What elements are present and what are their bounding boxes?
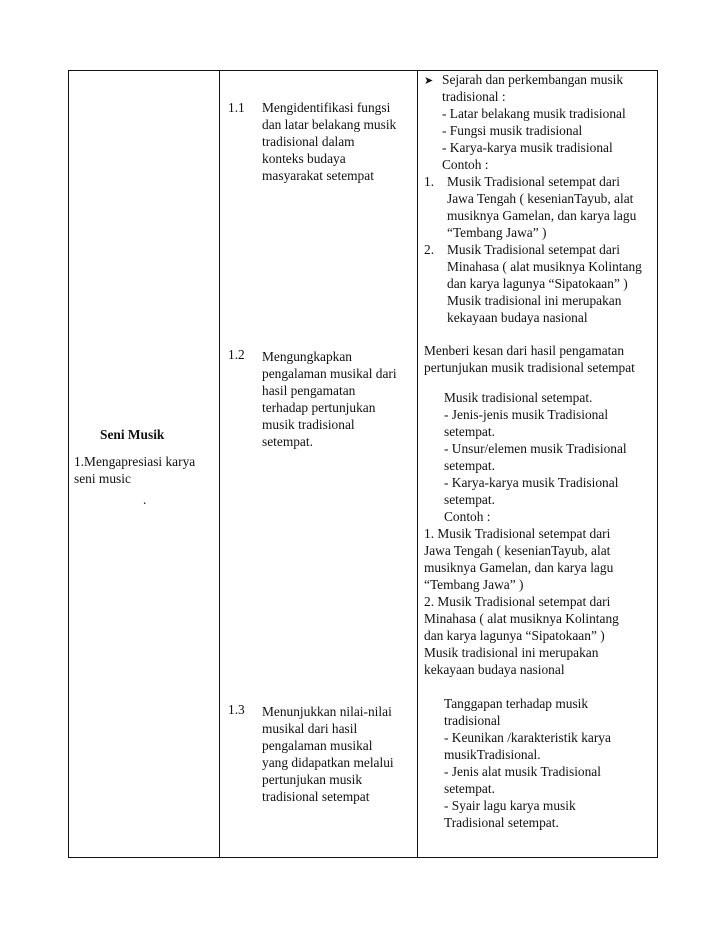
material-line: Tanggapan terhadap musik	[444, 696, 589, 711]
material-line: kekayaan budaya nasional	[447, 310, 588, 325]
material-line: Tradisional setempat.	[444, 815, 559, 830]
material-line: - Syair lagu karya musik	[444, 798, 576, 813]
material-line: setempat.	[444, 424, 495, 439]
indicator-line: terhadap pertunjukan	[262, 400, 376, 415]
indicator-line: tradisional dalam	[262, 134, 355, 149]
material-line: setempat.	[444, 781, 495, 796]
material-line: Musik tradisional ini merupakan	[424, 645, 599, 660]
material-line: Contoh :	[444, 509, 491, 524]
material-line: - Jenis-jenis musik Tradisional	[444, 407, 609, 422]
material-line: kekayaan budaya nasional	[424, 662, 565, 677]
dot-mark: .	[143, 492, 147, 507]
list-number: 2.	[424, 242, 435, 257]
material-intro: pertunjukan musik tradisional setempat	[424, 360, 635, 375]
indicator-line: Mengidentifikasi fungsi	[262, 100, 391, 115]
material-heading: Sejarah dan perkembangan musik	[442, 72, 624, 87]
indicator-line: Mengungkapkan	[262, 349, 352, 364]
material-line: tradisional	[444, 713, 501, 728]
material-line: “Tembang Jawa” )	[447, 225, 547, 240]
material-line: Minahasa ( alat musiknya Kolintang	[447, 259, 642, 274]
material-line: “Tembang Jawa” )	[424, 577, 524, 592]
indicator-line: setempat.	[262, 434, 313, 449]
indicator-number: 1.1	[228, 100, 245, 115]
column-divider	[219, 71, 220, 857]
indicator-number: 1.3	[228, 702, 245, 717]
material-line: - Karya-karya musik Tradisional	[444, 475, 619, 490]
indicator-line: yang didapatkan melalui	[262, 755, 394, 770]
material-line: - Latar belakang musik tradisional	[442, 106, 626, 121]
material-line: musiknya Gamelan, dan karya lagu	[447, 208, 637, 223]
material-line: dan karya lagunya “Sipatokaan” )	[424, 628, 605, 643]
material-line: dan karya lagunya “Sipatokaan” )	[447, 276, 628, 291]
material-intro: Menberi kesan dari hasil pengamatan	[424, 343, 625, 358]
competency-line: 1.Mengapresiasi karya	[74, 454, 196, 469]
material-line: tradisional :	[442, 89, 506, 104]
indicator-line: hasil pengamatan	[262, 383, 356, 398]
material-line: 1. Musik Tradisional setempat dari	[424, 526, 611, 541]
material-line: setempat.	[444, 492, 495, 507]
material-line: Jawa Tengah ( kesenianTayub, alat	[447, 191, 634, 206]
material-line: Musik tradisional setempat.	[444, 390, 593, 405]
subject-title: Seni Musik	[100, 427, 165, 442]
material-line: setempat.	[444, 458, 495, 473]
indicator-line: musik tradisional	[262, 417, 355, 432]
indicator-number: 1.2	[228, 347, 245, 362]
material-line: 2. Musik Tradisional setempat dari	[424, 594, 611, 609]
material-line: Jawa Tengah ( kesenianTayub, alat	[424, 543, 611, 558]
indicator-line: dan latar belakang musik	[262, 117, 397, 132]
material-line: musikTradisional.	[444, 747, 541, 762]
material-line: - Keunikan /karakteristik karya	[444, 730, 611, 745]
indicator-line: pengalaman musikal dari	[262, 366, 397, 381]
material-line: Contoh :	[442, 157, 489, 172]
material-line: Musik Tradisional setempat dari	[447, 242, 620, 257]
column-divider	[417, 71, 418, 857]
arrow-bullet-icon: ➤	[424, 75, 434, 87]
indicator-line: Menunjukkan nilai-nilai	[262, 704, 392, 719]
indicator-line: konteks budaya	[262, 151, 346, 166]
material-line: Musik tradisional ini merupakan	[447, 293, 622, 308]
material-line: - Fungsi musik tradisional	[442, 123, 583, 138]
list-number: 1.	[424, 174, 435, 189]
indicator-line: tradisional setempat	[262, 789, 370, 804]
material-line: Musik Tradisional setempat dari	[447, 174, 620, 189]
competency-line: seni music	[74, 471, 131, 486]
material-line: musiknya Gamelan, dan karya lagu	[424, 560, 614, 575]
material-line: - Unsur/elemen musik Tradisional	[444, 441, 627, 456]
material-line: Minahasa ( alat musiknya Kolintang	[424, 611, 619, 626]
indicator-line: pertunjukan musik	[262, 772, 363, 787]
indicator-line: pengalaman musikal	[262, 738, 373, 753]
indicator-line: musikal dari hasil	[262, 721, 358, 736]
material-line: - Karya-karya musik tradisional	[442, 140, 613, 155]
material-line: - Jenis alat musik Tradisional	[444, 764, 601, 779]
indicator-line: masyarakat setempat	[262, 168, 374, 183]
